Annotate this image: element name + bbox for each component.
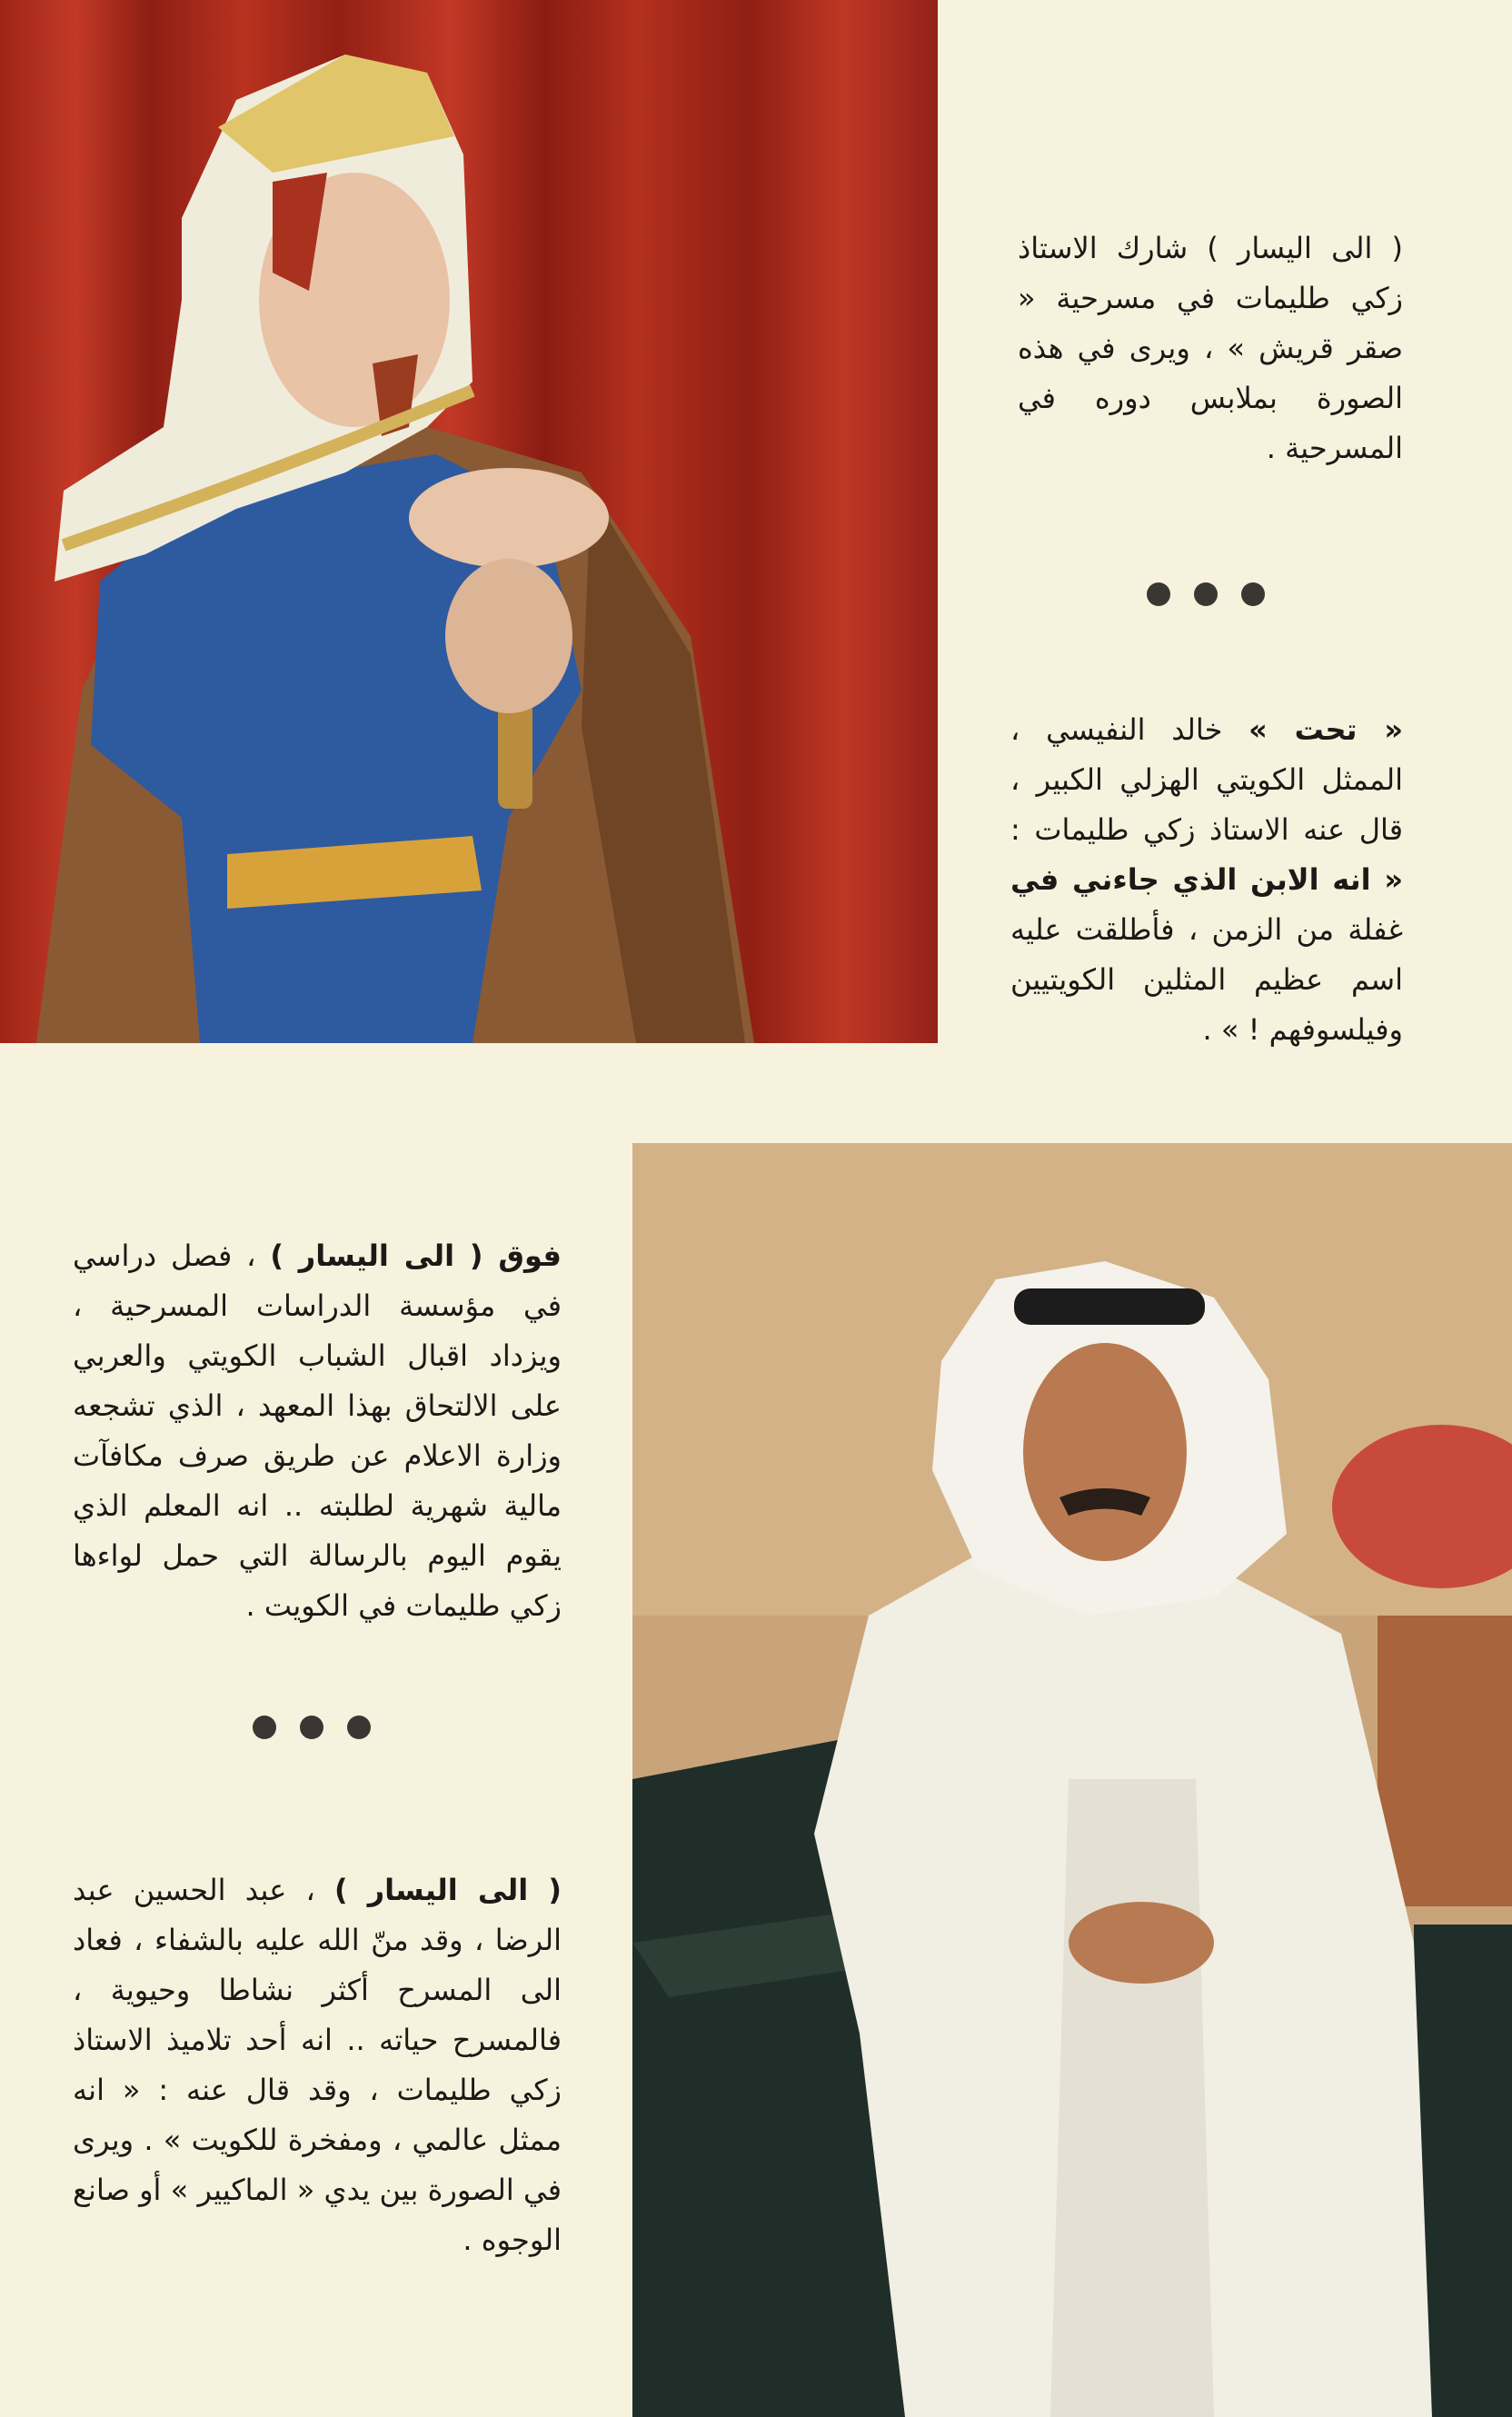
separator-dots-right (1147, 582, 1265, 606)
caption-abdulhussain-abdulredha (73, 1865, 562, 2265)
caption-saqr-quraysh-text: ( الى اليسار ) شارك الاستاذ زكي طليمات في مسرحية « صقر قريش » ، ويرى في هذه الصورة بملابس دوره في المسرحية . (1018, 231, 1403, 465)
caption-abdulhussain-text: ، عبد الحسين عبد الرضا ، وقد منّ الله عليه بالشفاء ، فعاد الى المسرح أكثر نشاطا وحيوية ، فالمسرح حياته .. انه أحد تلاميذ الاستاذ زكي طليمات ، وقد قال عنه : « انه ممثل عالمي ، ومفخرة للكويت » . ويرى في الصورة بين يدي « الماكيير » أو صانع الوجوه . (73, 1873, 562, 2257)
caption-theatre-class (73, 1231, 562, 1631)
separator-dot (1147, 582, 1170, 606)
separator-dot (253, 1716, 276, 1739)
separator-dot (347, 1716, 371, 1739)
separator-dot (1241, 582, 1265, 606)
caption-quote-bold: « انه الابن الذي جاءني في (1010, 862, 1403, 897)
separator-dot (300, 1716, 323, 1739)
photo-saqr-quraysh-illustration (0, 0, 938, 1043)
caption-quote-rest: غفلة من الزمن ، فأطلقت عليه اسم عظيم المثلين الكويتيين وفيلسوفهم ! » . (1010, 912, 1403, 1047)
caption-lead-bold: فوق ( الى اليسار ) (270, 1238, 562, 1273)
caption-theatre-class-text: ، فصل دراسي في مؤسسة الدراسات المسرحية ، ويزداد اقبال الشباب الكويتي والعربي على الالتحاق بهذا المعهد ، الذي تشجعه وزارة الاعلام عن طريق صرف مكافآت مالية شهرية لطلبته .. انه المعلم الذي يقوم اليوم بالرسالة التي حمل لواءها زكي طليمات في الكويت . (73, 1238, 562, 1623)
caption-khaled-alnafisi-text: خالد النفيسي ، الممثل الكويتي الهزلي الكبير ، قال عنه الاستاذ زكي طليمات : (1010, 712, 1403, 847)
photo-seated-actor (632, 1143, 1512, 2417)
caption-khaled-alnafisi (1010, 705, 1403, 1055)
separator-dots-left (253, 1716, 371, 1739)
caption-lead-bold: ( الى اليسار ) (333, 1873, 562, 1907)
separator-dot (1194, 582, 1218, 606)
caption-saqr-quraysh (1018, 224, 1403, 473)
photo-seated-actor-illustration (632, 1143, 1512, 2417)
caption-lead-bold: « تحت » (1248, 712, 1404, 747)
photo-saqr-quraysh-actor (0, 0, 938, 1043)
